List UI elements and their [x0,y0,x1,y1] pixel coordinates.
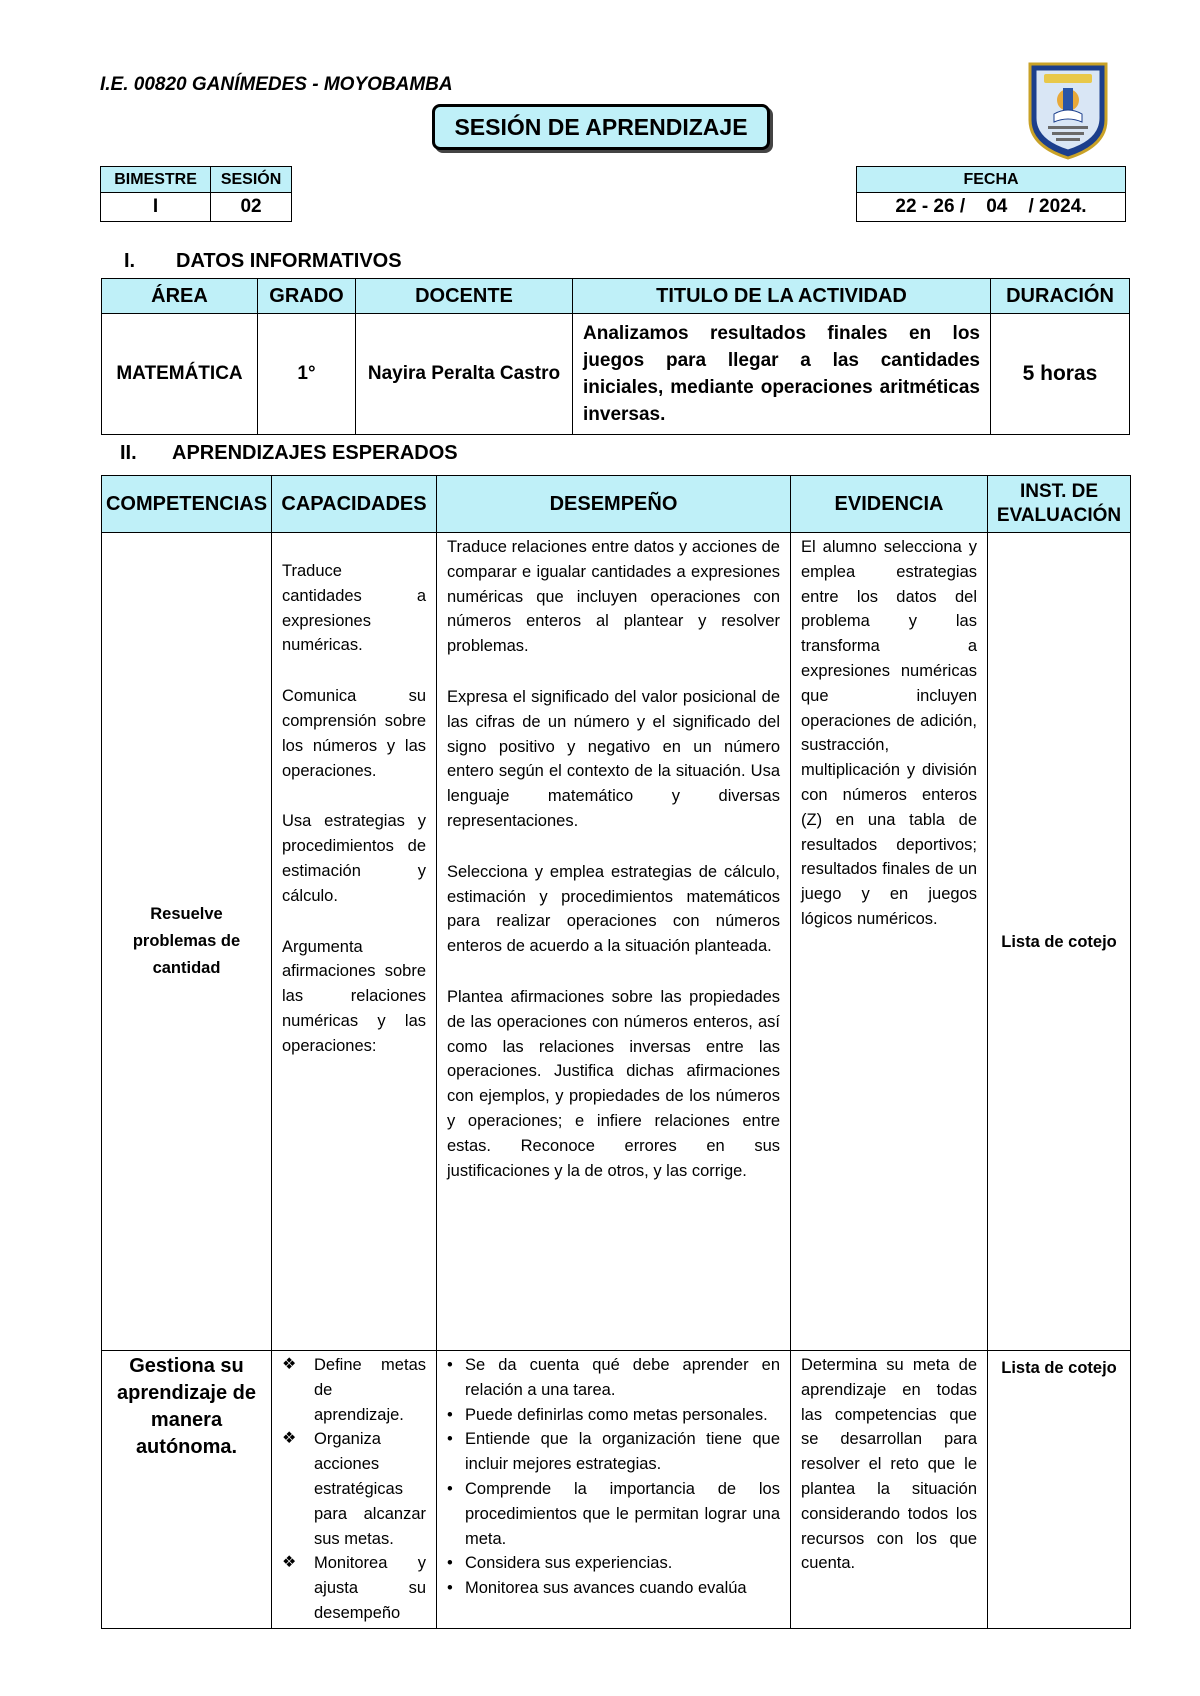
desempeno-item: • Comprende la importancia de los procedimientos que le permitan lograr una meta. [447,1477,780,1551]
fecha-table [856,166,1126,222]
instrumento-cell: Lista de cotejo [988,533,1131,1351]
capacidades-cell [272,1351,437,1629]
section-aprendizajes-heading [120,442,458,465]
table-row [102,1351,1131,1629]
section-title: APRENDIZAJES ESPERADOS [172,442,458,464]
competencia-cell: Resuelve problemas de cantidad [102,533,272,1351]
crest-icon [1026,58,1110,162]
bullet-icon: • [447,1405,453,1424]
header-evidencia: EVIDENCIA [791,476,988,533]
instrumento-cell: Lista de cotejo [988,1351,1131,1629]
section-number: I. [124,250,136,272]
competencia-cell: Gestiona su aprendizaje de manera autónoma. [102,1351,272,1629]
bullet-icon: • [447,1430,453,1449]
desempeno-item: • Considera sus experiencias. [447,1551,780,1576]
docente-value: Nayira Peralta Castro [356,314,573,435]
header-docente: DOCENTE [356,279,573,314]
bullet-icon: • [447,1554,453,1573]
diamond-bullet-icon: ❖ [282,1356,297,1373]
capacidad-item: Usa estrategias y procedimientos de estimación y cálculo. [282,812,426,905]
desempeno-item: • Monitorea sus avances cuando evalúa [447,1576,780,1601]
bimestre-value: I [101,193,211,222]
desempeno-cell [437,1351,791,1629]
sesion-value: 02 [211,193,292,222]
capacidad-item: Comunica su comprensión sobre los números y las operaciones. [282,687,426,780]
bullet-icon: • [447,1579,453,1598]
datos-informativos-table [101,278,1130,435]
header-desempeno: DESEMPEÑO [437,476,791,533]
header-competencias: COMPETENCIAS [102,476,272,533]
evidencia-cell: Determina su meta de aprendizaje en todas las competencias que se desarrollan para resolver el reto que le plantea la situación considerando todos los recursos con los que cuenta. [791,1351,988,1629]
desempeno-item: Expresa el significado del valor posicional de las cifras de un número y el significado del signo positivo y negativo en un número entero según el contexto de la situación. Usa lenguaje matemático y diversas representaciones. [447,687,780,830]
bullet-icon: • [447,1356,453,1374]
bimestre-label: BIMESTRE [101,167,211,193]
fecha-label: FECHA [857,167,1126,193]
grado-value: 1° [258,314,356,435]
header-titulo: TITULO DE LA ACTIVIDAD [573,279,991,314]
capacidad-item: ❖ Monitorea y ajusta su desempeño [282,1551,426,1625]
capacidades-cell [272,533,437,1351]
capacidad-item: ❖ Organiza acciones estratégicas para alcanzar sus metas. [282,1427,426,1551]
capacidad-item: ❖ Define metas de aprendizaje. [282,1353,426,1427]
desempeno-item: • Entiende que la organización tiene que incluir mejores estrategias. [447,1427,780,1477]
capacidad-item: Argumenta afirmaciones sobre las relaciones numéricas y las operaciones: [282,937,426,1055]
diamond-bullet-icon: ❖ [282,1430,297,1448]
desempeno-item: Selecciona y emplea estrategias de cálculo, estimación y procedimientos matemáticos para realizar operaciones con números enteros de acuerdo a la situación planteada. [447,862,780,956]
school-crest-logo [1026,58,1110,162]
aprendizajes-table [101,475,1131,1629]
header-instrumento: INST. DE EVALUACIÓN [988,476,1131,533]
evidencia-cell: El alumno selecciona y emplea estrategias entre los datos del problema y las transforma a expresiones numéricas que incluyen operaciones de adición, sustracción, multiplicación y división con números enteros (Z) en una tabla de resultados deportivos; resultados finales de un juego y en juegos lógicos numéricos. [791,533,988,1351]
bimestre-sesion-table [100,166,292,222]
sesion-label: SESIÓN [211,167,292,193]
header-grado: GRADO [258,279,356,314]
duracion-value: 5 horas [991,314,1130,435]
table-row [102,533,1131,1351]
fecha-value: 22 - 26 / 04 / 2024. [857,193,1126,222]
header-area: ÁREA [102,279,258,314]
desempeno-item: Plantea afirmaciones sobre las propiedades de las operaciones con números enteros, así como las relaciones inversas entre las operaciones. Justifica dichas afirmaciones con ejemplos, y propiedades de los números y operaciones; e infiere relaciones entre estas. Reconoce errores en sus justificaciones y la de otros, y las corrige. [447,987,780,1180]
section-title: DATOS INFORMATIVOS [176,250,402,272]
header-duracion: DURACIÓN [991,279,1130,314]
desempeno-item: • Puede definirlas como metas personales. [447,1403,780,1428]
header-capacidades: CAPACIDADES [272,476,437,533]
section-number: II. [120,442,137,464]
section-datos-heading [124,250,402,273]
titulo-value: Analizamos resultados finales en los juegos para llegar a las cantidades iniciales, mediante operaciones aritméticas inversas. [573,314,991,435]
desempeno-item: • Se da cuenta qué debe aprender en relación a una tarea. [447,1353,780,1403]
desempeno-item: Traduce relaciones entre datos y acciones de comparar e igualar cantidades a expresiones numéricas que incluyen operaciones con números enteros al plantear y resolver problemas. [447,538,780,656]
school-name: I.E. 00820 GANÍMEDES - MOYOBAMBA [100,74,453,95]
bullet-icon: • [447,1479,453,1498]
capacidad-item: Traduce cantidades a expresiones numéricas. [282,562,426,655]
area-value: MATEMÁTICA [102,314,258,435]
diamond-bullet-icon: ❖ [282,1554,297,1572]
desempeno-cell [437,533,791,1351]
document-title: SESIÓN DE APRENDIZAJE [432,104,770,150]
